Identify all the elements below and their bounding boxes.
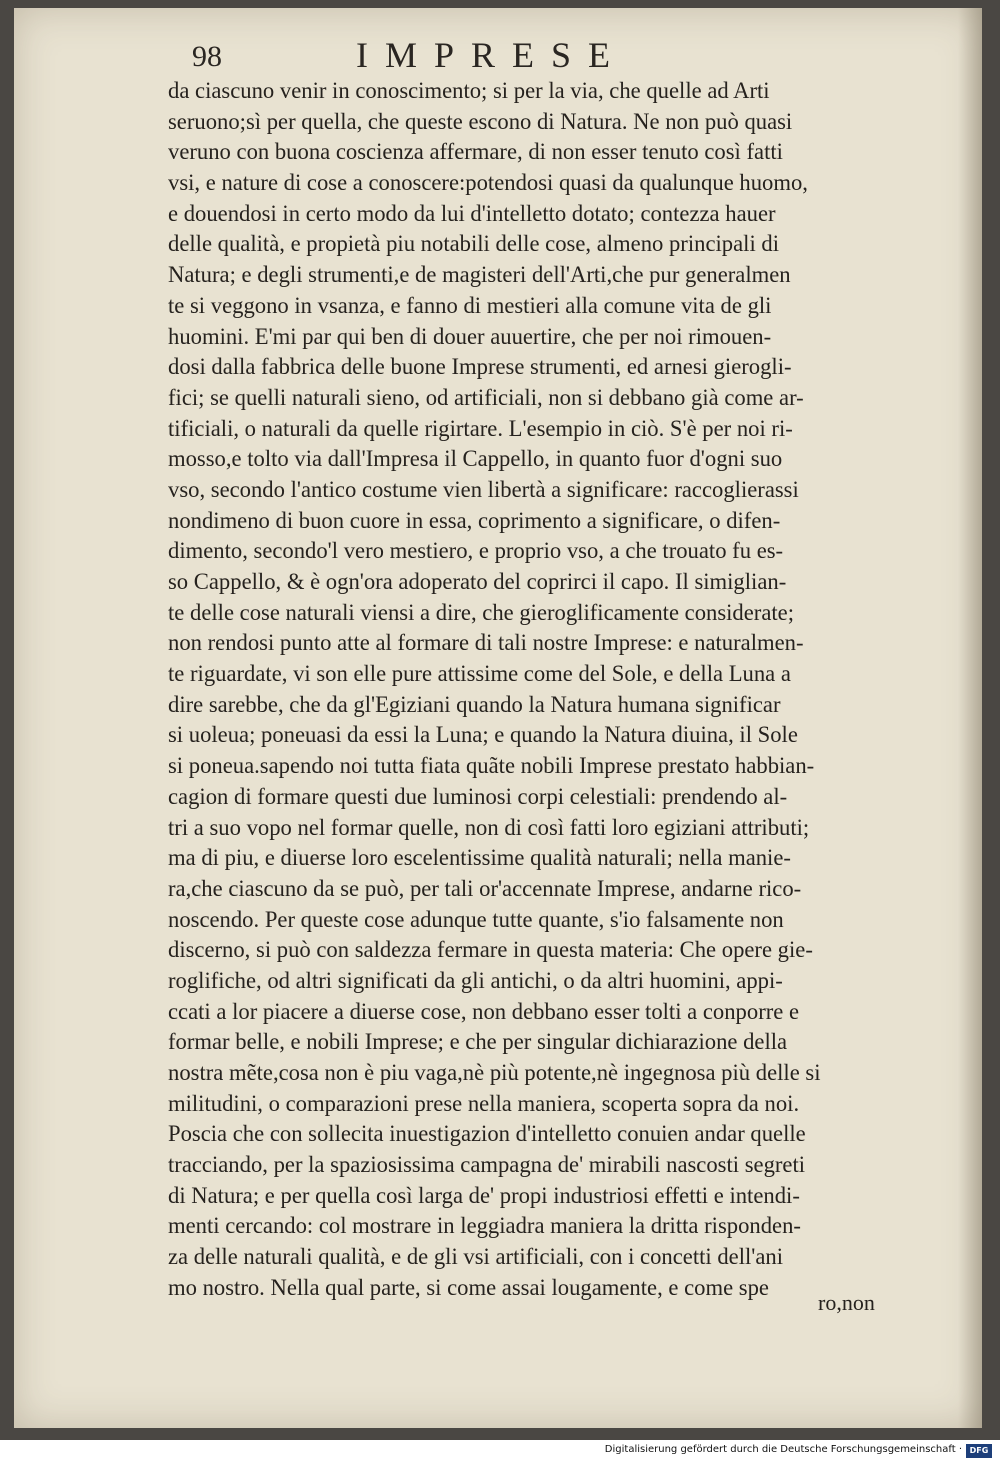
text-line: non rendosi punto atte al formare di tali nostre Imprese: e naturalmen- [168, 630, 804, 656]
text-line: so Cappello, & è ogn'ora adoperato del coprirci il capo. Il simiglian- [168, 569, 787, 594]
text-line: za delle naturali qualità, e de gli vsi artificiali, con i concetti dell'ani [168, 1244, 784, 1270]
text-line: dosi dalla fabbrica delle buone Imprese strumenti, ed arnesi gierogli- [168, 354, 792, 380]
text-line: formar belle, e nobili Imprese; e che per singular dichiarazione della [168, 1029, 788, 1055]
text-line: vso, secondo l'antico costume vien libertà a significare: raccoglierassi [168, 476, 799, 502]
page-edge-shadow [958, 8, 982, 1428]
text-line: cagion di formare questi due luminosi corpi celestiali: prendendo al- [168, 783, 788, 809]
text-line: mosso,e tolto via dall'Impresa il Cappello, in quanto fuor d'ogni suo [168, 446, 783, 472]
catchword: ro,non [818, 1290, 875, 1315]
text-line: Poscia che con sollecita inuestigazion d'intelletto conuien andar quelle [168, 1121, 806, 1147]
text-line: ma di piu, e diuerse loro escelentissime qualità naturali; nella manie- [168, 845, 791, 871]
footer-bar [0, 1440, 1000, 1462]
text-line: militudini, o comparazioni prese nella maniera, scoperta sopra da noi. [168, 1090, 800, 1116]
text-line: delle qualità, e propietà piu notabili delle cose, almeno principali di [168, 231, 780, 257]
dfg-logo: DFG [966, 1444, 992, 1458]
text-line: Natura; e degli strumenti,e de magisteri dell'Arti,che pur generalmen [168, 262, 791, 288]
text-line: ccati a lor piacere a diuerse cose, non debbano esser tolti a conporre e [168, 998, 800, 1024]
text-line: dire sarebbe, che da gl'Egiziani quando la Natura humana significar [168, 691, 781, 717]
text-line: tri a suo vopo nel formar quelle, non di così fatti loro egiziani attributi; [168, 814, 810, 840]
text-line: roglifiche, od altri significati da gli antichi, o da altri huomini, appi- [168, 967, 783, 993]
text-line: si uoleua; poneuasi da essi la Luna; e quando la Natura diuina, il Sole [168, 722, 798, 748]
page-number: 98 [192, 40, 222, 73]
text-line: dimento, secondo'l vero mestiero, e proprio vso, a che trouato fu es- [168, 538, 784, 564]
text-line: da ciascuno venir in conoscimento; si per la via, che quelle ad Arti [168, 78, 770, 103]
text-line: te delle cose naturali viensi a dire, che gieroglificamente considerate; [168, 599, 795, 625]
text-line: ra,che ciascuno da se può, per tali or'accennate Imprese, andarne rico- [168, 875, 802, 901]
text-line: noscendo. Per queste cose adunque tutte quante, s'io falsamente non [168, 906, 784, 932]
text-line: veruno con buona coscienza affermare, di non esser tenuto così fatti [168, 139, 783, 165]
text-line: di Natura; e per quella così larga de' propi industriosi effetti e intendi- [168, 1182, 800, 1208]
text-line: tificiali, o naturali da quelle rigirtare. L'esempio in ciò. S'è per noi ri- [168, 415, 793, 441]
text-line: si poneua.sapendo noi tutta fiata quãte nobili Imprese prestato habbian- [168, 753, 815, 779]
text-line: discerno, si può con saldezza fermare in questa materia: Che opere gie- [168, 937, 813, 963]
text-line: te riguardate, vi son elle pure attissime come del Sole, e della Luna a [168, 661, 791, 687]
text-line: menti cercando: col mostrare in leggiadra maniera la dritta risponden- [168, 1213, 801, 1239]
text-line: te si veggono in vsanza, e fanno di mestieri alla comune vita de gli [168, 292, 772, 318]
text-line: nondimeno di buon cuore in essa, coprimento a significare, o difen- [168, 507, 781, 533]
text-line: vsi, e nature di cose a conoscere:potendosi quasi da qualunque huomo, [168, 170, 808, 196]
text-line: seruono;sì per quella, che queste escono di Natura. Ne non può quasi [168, 108, 793, 134]
body-text [168, 76, 928, 1304]
footer-credit: Digitalisierung gefördert durch die Deutsche Forschungsgemeinschaft · [604, 1444, 962, 1455]
text-line: nostra mẽte,cosa non è piu vaga,nè più potente,nè ingegnosa più delle si [168, 1060, 821, 1085]
text-line: tracciando, per la spaziosissima campagna de' mirabili nascosti segreti [168, 1152, 806, 1178]
text-line: mo nostro. Nella qual parte, si come assai lougamente, e come spe [168, 1274, 769, 1300]
running-title: IMPRESE [356, 35, 628, 75]
text-line: huomini. E'mi par qui ben di douer auuertire, che per noi rimouen- [168, 323, 772, 349]
text-line: e douendosi in certo modo da lui d'intelletto dotato; contezza hauer [168, 200, 776, 226]
text-line: fici; se quelli naturali sieno, od artificiali, non si debbano già come ar- [168, 384, 804, 410]
